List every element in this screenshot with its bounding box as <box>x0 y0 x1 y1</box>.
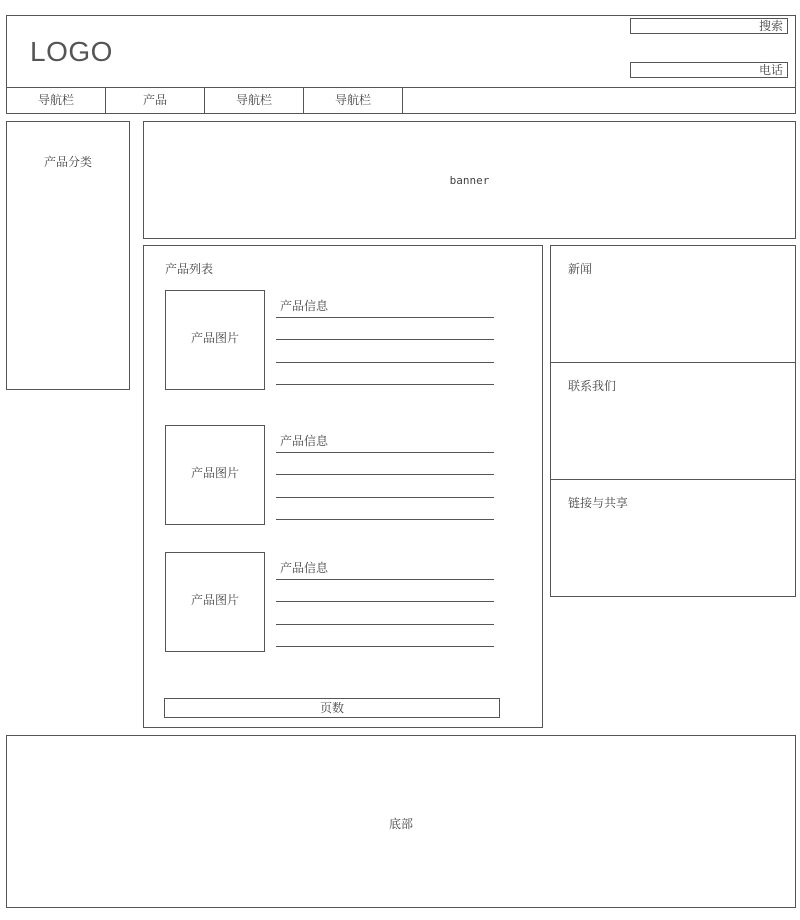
sidebar-title: 产品分类 <box>44 155 93 169</box>
product-info-line <box>276 474 494 475</box>
product-info-line <box>276 624 494 625</box>
nav-item-4[interactable]: 导航栏 <box>304 88 403 113</box>
nav-item-1[interactable]: 导航栏 <box>7 88 106 113</box>
footer-label: 底部 <box>388 817 413 831</box>
banner-label: banner <box>449 174 490 187</box>
news-title: 新闻 <box>568 262 593 276</box>
footer <box>6 735 796 908</box>
product-info-line <box>276 601 494 602</box>
product-category-sidebar <box>6 121 130 390</box>
product-info-label: 产品信息 <box>280 434 329 448</box>
product-info-label: 产品信息 <box>280 561 329 575</box>
search-input[interactable]: 搜索 <box>630 18 788 34</box>
product-list-title: 产品列表 <box>165 262 214 276</box>
pagination[interactable]: 页数 <box>164 698 500 718</box>
product-image[interactable] <box>165 552 265 652</box>
product-info-line <box>276 519 494 520</box>
product-image[interactable] <box>165 425 265 525</box>
nav-bar <box>6 87 796 114</box>
product-info-line <box>276 339 494 340</box>
product-image[interactable] <box>165 290 265 390</box>
links-share-panel <box>550 479 796 597</box>
nav-item-3[interactable]: 导航栏 <box>205 88 304 113</box>
contact-panel <box>550 362 796 480</box>
product-image-label: 产品图片 <box>190 466 239 480</box>
product-image-label: 产品图片 <box>190 593 239 607</box>
contact-title: 联系我们 <box>568 379 617 393</box>
product-info-line <box>276 497 494 498</box>
product-info-line <box>276 362 494 363</box>
product-list <box>143 245 543 728</box>
product-image-label: 产品图片 <box>190 331 239 345</box>
banner <box>143 121 796 239</box>
nav-item-products[interactable]: 产品 <box>106 88 205 113</box>
news-panel <box>550 245 796 363</box>
phone-field: 电话 <box>630 62 788 78</box>
product-info-line <box>276 452 494 453</box>
product-info-line <box>276 384 494 385</box>
links-share-title: 链接与共享 <box>568 496 629 510</box>
header <box>6 15 796 88</box>
logo: LOGO <box>30 36 113 67</box>
product-info-line <box>276 646 494 647</box>
product-info-line <box>276 317 494 318</box>
product-info-line <box>276 579 494 580</box>
product-info-label: 产品信息 <box>280 299 329 313</box>
